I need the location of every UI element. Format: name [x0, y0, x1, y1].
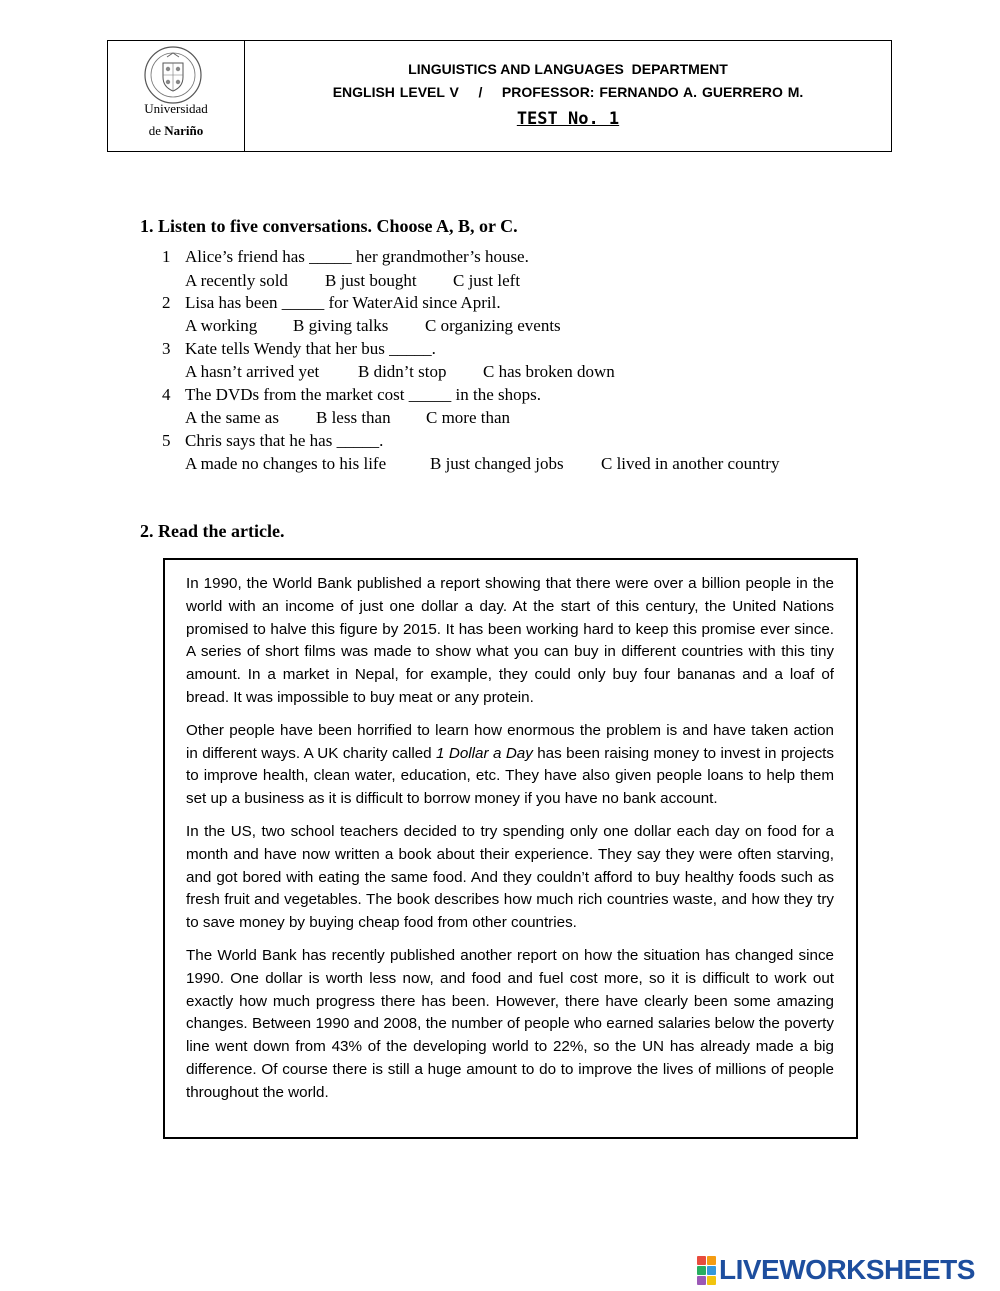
- liveworksheets-logo-icon: [697, 1256, 716, 1285]
- article-paragraph: The World Bank has recently published another report on how the situation has changed since 1990. One dollar is worth less now, and food and fuel cost more, so it is difficult to work out exactly how much progress there has been. However, there have clearly been some amazing changes. Between 1990 and 2008, the number of people who earned salaries below the poverty line went down from 43% of the developing world to 22%, so the UN has already made a big difference. Of course there is still a huge amount to do to improve the lives of millions of people throughout the world.: [186, 946, 834, 1101]
- header-title-cell: [245, 41, 891, 151]
- article-paragraph: In 1990, the World Bank published a report showing that there were over a billion people in the world with an income of just one dollar a day. At the start of this century, the United Nations promised to halve this figure by 2015. It has been working hard to keep this promise ever since. A series of short films was made to show what you can buy in different countries with this tiny amount. In a market in Nepal, for example, they could only buy four bananas and a loaf of bread. It was impossible to buy meat or any protein.: [186, 575, 834, 706]
- option-c[interactable]: C has broken down: [483, 362, 615, 381]
- section2-title: 2. Read the article.: [140, 521, 285, 541]
- question-number: 4: [162, 385, 171, 404]
- option-b[interactable]: B giving talks: [293, 316, 389, 335]
- question-text: Kate tells Wendy that her bus _____.: [185, 339, 436, 358]
- question-number: 2: [162, 293, 171, 312]
- question-text: Alice’s friend has _____ her grandmother’s house.: [185, 247, 529, 266]
- option-a[interactable]: A the same as: [185, 408, 279, 427]
- option-b[interactable]: B less than: [316, 408, 391, 427]
- university-seal-icon: [143, 45, 203, 105]
- liveworksheets-watermark: [697, 1254, 975, 1286]
- question-text: Chris says that he has _____.: [185, 431, 384, 450]
- article-box: [163, 558, 858, 1139]
- question-number: 5: [162, 431, 171, 450]
- level-professor-line: ENGLISH LEVEL V / PROFESSOR: FERNANDO A. GUERRERO M.: [332, 84, 804, 100]
- university-name-line2: de Nariño: [148, 123, 204, 138]
- section1-title: 1. Listen to five conversations. Choose A, B, or C.: [140, 216, 518, 236]
- option-a[interactable]: A working: [185, 316, 258, 335]
- article-paragraph: Other people have been horrified to learn how enormous the problem is and have taken action in different ways. A UK charity called 1 Dollar a Day has been raising money to invest in projects to improve health, clean water, education, etc. They have also given people loans to help them set up a business as it is difficult to borrow money if you have no bank account.: [186, 721, 834, 808]
- option-a[interactable]: A made no changes to his life: [185, 454, 387, 473]
- option-c[interactable]: C just left: [453, 271, 521, 290]
- article-paragraph: In the US, two school teachers decided to try spending only one dollar each day on food for a month and have now written a book about their experience. They say they were often starving, and got bored with eating the same food. And they couldn’t afford to buy healthy foods such as fresh fruit and vegetables. The book describes how much rich countries waste, and how they try to save money by buying cheap food from other countries.: [186, 822, 834, 932]
- question-number: 1: [162, 247, 171, 266]
- department-title: LINGUISTICS AND LANGUAGES DEPARTMENT: [408, 61, 728, 77]
- option-b[interactable]: B didn’t stop: [358, 362, 447, 381]
- option-b[interactable]: B just bought: [325, 271, 417, 290]
- question-text: Lisa has been _____ for WaterAid since April.: [185, 293, 501, 312]
- liveworksheets-wordmark: LIVEWORKSHEETS: [719, 1254, 975, 1285]
- logo-cell: [108, 41, 245, 151]
- option-b[interactable]: B just changed jobs: [430, 454, 564, 473]
- option-c[interactable]: C lived in another country: [601, 454, 780, 473]
- option-c[interactable]: C more than: [426, 408, 511, 427]
- question-number: 3: [162, 339, 171, 358]
- option-a[interactable]: A hasn’t arrived yet: [185, 362, 320, 381]
- option-c[interactable]: C organizing events: [425, 316, 561, 335]
- test-title: TEST No. 1: [516, 109, 620, 129]
- document-header: [107, 40, 892, 152]
- university-name-line1: Universidad: [144, 101, 208, 116]
- option-a[interactable]: A recently sold: [185, 271, 288, 290]
- question-text: The DVDs from the market cost _____ in the shops.: [185, 385, 541, 404]
